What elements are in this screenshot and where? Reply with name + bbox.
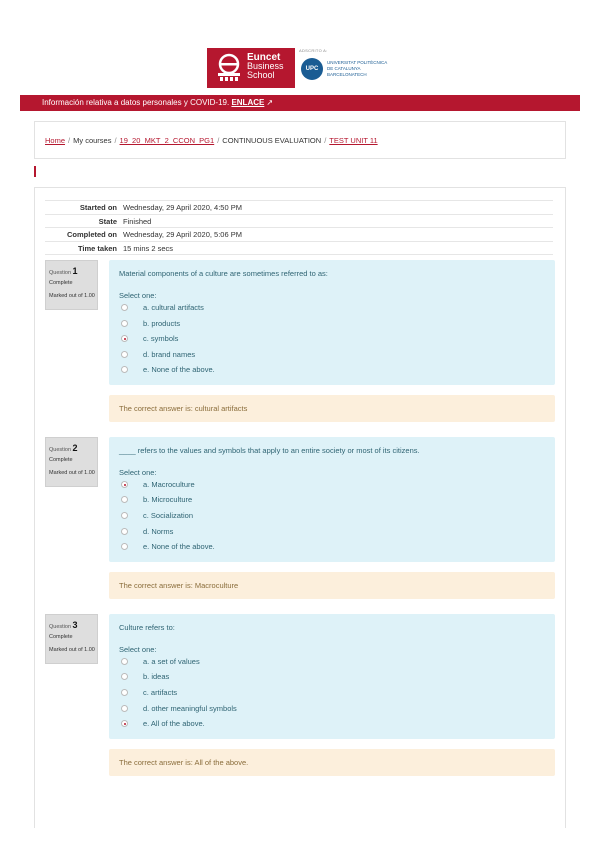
summary-value: Finished: [123, 216, 152, 226]
answer-option-label: c. symbols: [143, 334, 179, 343]
quiz-review-panel: [34, 187, 566, 828]
question-number: [49, 266, 78, 276]
upc-partner-logo[interactable]: [299, 48, 399, 88]
answer-option-label: a. Macroculture: [143, 480, 195, 489]
question-info-2: [45, 437, 98, 487]
breadcrumb-mycourses: My courses: [73, 136, 112, 145]
summary-value: 15 mins 2 secs: [123, 243, 174, 253]
question-mark: Marked out of 1.00: [49, 293, 95, 299]
answer-option-label: e. None of the above.: [143, 542, 215, 551]
correct-answer-text: The correct answer is: Macroculture: [119, 581, 239, 590]
partner-caption: ADSCRITO A:: [299, 48, 328, 53]
covid-info-bar: [20, 95, 580, 111]
breadcrumb-section: CONTINUOUS EVALUATION: [222, 136, 322, 145]
covid-info-link[interactable]: ENLACE: [231, 98, 265, 107]
answer-option-label: d. Norms: [143, 527, 174, 536]
correct-answer-text: The correct answer is: cultural artifacts: [119, 404, 248, 413]
question-content-3: [109, 614, 555, 739]
upc-name-line-2: DE CATALUNYA: [327, 66, 361, 71]
breadcrumb-separator: /: [114, 136, 117, 145]
answer-option-label: c. artifacts: [143, 688, 178, 697]
question-info-3: [45, 614, 98, 664]
breadcrumb-container: [34, 121, 566, 159]
breadcrumb: [45, 136, 378, 145]
radio-button-checked[interactable]: [121, 481, 128, 488]
question-text: ____ refers to the values and symbols that apply to an entire society or most of its citizens.: [119, 446, 420, 455]
answer-option-label: d. other meaningful symbols: [143, 704, 237, 713]
question-feedback-2: [109, 572, 555, 599]
upc-name: [327, 60, 397, 78]
radio-button-checked[interactable]: [121, 720, 128, 727]
answer-option-label: a. cultural artifacts: [143, 303, 204, 312]
summary-row-completed: [45, 227, 553, 241]
logo-line-1: Euncet: [247, 52, 281, 63]
answer-option-label: b. products: [143, 319, 181, 328]
question-feedback-1: [109, 395, 555, 422]
external-link-icon[interactable]: ↗: [266, 98, 274, 107]
radio-button[interactable]: [121, 304, 128, 311]
summary-label: Completed on: [67, 230, 117, 239]
breadcrumb-separator: /: [68, 136, 71, 145]
radio-button[interactable]: [121, 528, 128, 535]
question-state: Complete: [49, 457, 73, 463]
answer-option-label: a. a set of values: [143, 657, 200, 666]
radio-button[interactable]: [121, 351, 128, 358]
euncet-wordmark: [247, 53, 284, 80]
answer-option-label: e. None of the above.: [143, 365, 215, 374]
radio-button[interactable]: [121, 673, 128, 680]
question-state: Complete: [49, 280, 73, 286]
summary-row-started: [45, 200, 553, 214]
breadcrumb-separator: /: [217, 136, 220, 145]
summary-label: Started on: [79, 203, 117, 212]
select-one-label: Select one:: [119, 291, 157, 300]
radio-button[interactable]: [121, 658, 128, 665]
question-mark: Marked out of 1.00: [49, 470, 95, 476]
question-number: [49, 443, 78, 453]
breadcrumb-quiz[interactable]: TEST UNIT 11: [329, 136, 378, 145]
summary-row-time-taken: [45, 241, 553, 256]
radio-button[interactable]: [121, 705, 128, 712]
answer-option-label: c. Socialization: [143, 511, 194, 520]
summary-value: Wednesday, 29 April 2020, 5:06 PM: [123, 230, 242, 239]
question-content-2: [109, 437, 555, 562]
summary-value: Wednesday, 29 April 2020, 4:50 PM: [123, 203, 242, 212]
radio-button[interactable]: [121, 366, 128, 373]
summary-label: Time taken: [77, 243, 117, 253]
breadcrumb-course[interactable]: 19_20_MKT_2_CCON_PG1: [119, 136, 215, 145]
question-mark: Marked out of 1.00: [49, 647, 95, 653]
section-accent-mark: [34, 166, 36, 177]
answer-option-label: d. brand names: [143, 350, 196, 359]
upc-name-line-3: BARCELONATECH: [327, 72, 367, 77]
question-number-value: 3: [72, 620, 78, 630]
attempt-summary-table: [45, 200, 553, 255]
covid-info-text: Información relativa a datos personales y COVID-19.: [42, 98, 230, 107]
upc-name-line-1: UNIVERSITAT POLITÈCNICA: [327, 60, 388, 65]
answer-option-label: b. ideas: [143, 672, 170, 681]
header-logos: [207, 48, 397, 88]
question-prefix: Question: [49, 447, 72, 453]
answer-option-label: e. All of the above.: [143, 719, 205, 728]
radio-button[interactable]: [121, 512, 128, 519]
breadcrumb-separator: /: [324, 136, 327, 145]
question-state: Complete: [49, 634, 73, 640]
upc-badge-icon: UPC: [301, 58, 323, 80]
answer-option-label: b. Microculture: [143, 495, 193, 504]
logo-line-2: Business: [247, 61, 284, 71]
breadcrumb-home[interactable]: Home: [45, 136, 66, 145]
question-prefix: Question: [49, 270, 72, 276]
question-text: Culture refers to:: [119, 623, 175, 632]
radio-button[interactable]: [121, 320, 128, 327]
summary-label: State: [98, 216, 117, 226]
radio-button[interactable]: [121, 689, 128, 696]
question-number-value: 1: [72, 266, 78, 276]
euncet-emblem-icon: [215, 53, 243, 83]
select-one-label: Select one:: [119, 645, 157, 654]
radio-button-checked[interactable]: [121, 335, 128, 342]
question-number-value: 2: [72, 443, 78, 453]
logo-line-3: School: [247, 70, 275, 80]
radio-button[interactable]: [121, 543, 128, 550]
radio-button[interactable]: [121, 496, 128, 503]
question-prefix: Question: [49, 624, 72, 630]
summary-row-state: [45, 214, 553, 228]
question-feedback-3: [109, 749, 555, 776]
euncet-logo[interactable]: [207, 48, 295, 88]
select-one-label: Select one:: [119, 468, 157, 477]
question-info-1: [45, 260, 98, 310]
question-number: [49, 620, 78, 630]
correct-answer-text: The correct answer is: All of the above.: [119, 758, 249, 767]
question-text: Material components of a culture are sometimes referred to as:: [119, 269, 328, 278]
question-content-1: [109, 260, 555, 385]
